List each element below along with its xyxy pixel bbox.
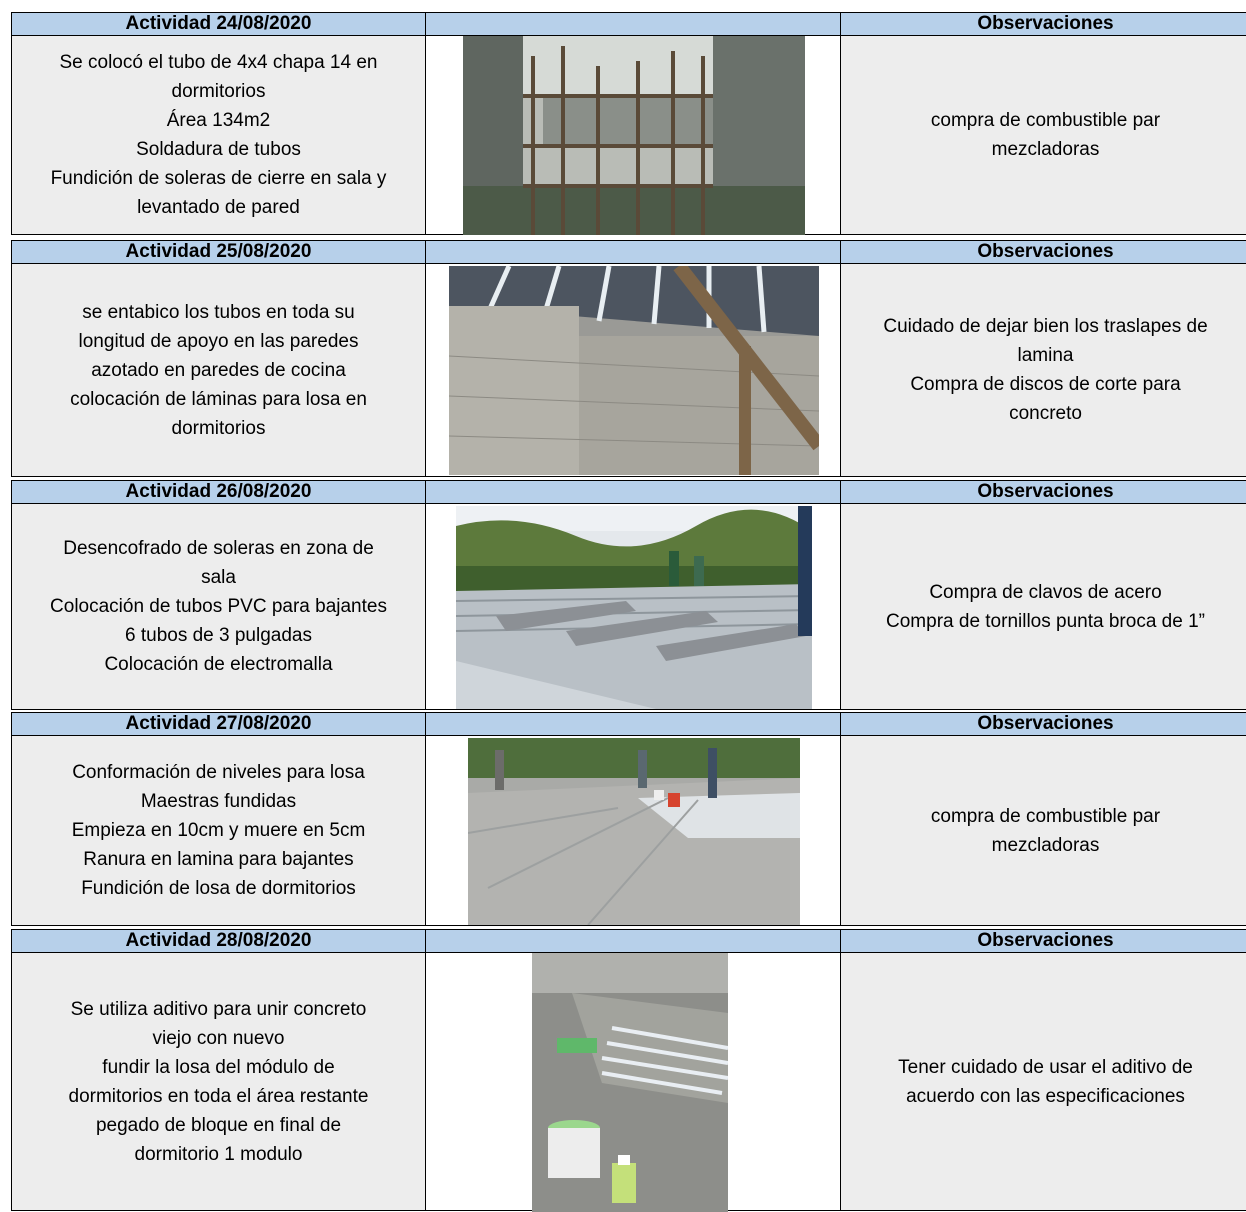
photo-cell (425, 503, 841, 710)
photo-cell (425, 952, 841, 1211)
activity-line: Maestras fundidas (140, 791, 297, 812)
observation-line: Compra de discos de corte para (910, 374, 1181, 395)
activity-line: Colocación de tubos PVC para bajantes (50, 596, 387, 617)
observations-text (873, 312, 1217, 428)
activity-line: se entabico los tubos en toda su (82, 301, 355, 323)
observations-header: Observaciones (840, 240, 1246, 264)
activity-line: dormitorios en toda el área restante (68, 1085, 369, 1107)
observation-line: mezcladoras (991, 834, 1100, 856)
observation-line: mezcladoras (991, 139, 1100, 160)
section-2020-08-26 (11, 480, 1246, 710)
observations-cell (840, 735, 1246, 926)
activity-description-cell (11, 735, 426, 926)
observations-cell (840, 952, 1246, 1211)
activity-line: Se utiliza aditivo para unir concreto (70, 998, 367, 1020)
observation-line: Tener cuidado de usar el aditivo de (898, 1056, 1193, 1078)
observation-line: Compra de clavos de acero (929, 581, 1162, 603)
observations-text (921, 802, 1170, 860)
activity-line: levantado de pared (137, 197, 300, 218)
observations-text (876, 578, 1215, 636)
activity-line: Empieza en 10cm y muere en 5cm (71, 820, 366, 841)
activity-description (41, 48, 397, 222)
activity-line: dormitorios (171, 81, 266, 102)
activity-description (60, 298, 377, 443)
photo-column-header (425, 712, 841, 736)
observations-header: Observaciones (840, 480, 1246, 504)
activity-line: Soldadura de tubos (136, 139, 301, 160)
activity-line: dormitorio 1 modulo (134, 1143, 303, 1165)
construction-photo-metal-roof (456, 506, 812, 709)
activity-description-cell (11, 952, 426, 1211)
activity-line: Fundición de losa de dormitorios (81, 878, 356, 899)
activity-line: 6 tubos de 3 pulgadas (125, 625, 312, 646)
activity-description-cell (11, 503, 426, 710)
activity-description (59, 995, 379, 1169)
activity-line: dormitorios (171, 417, 266, 439)
activity-date-header: Actividad 24/08/2020 (11, 12, 426, 36)
observations-text (888, 1053, 1203, 1111)
observation-line: lamina (1017, 345, 1074, 366)
observations-header: Observaciones (840, 12, 1246, 36)
observations-header: Observaciones (840, 712, 1246, 736)
activity-date-header: Actividad 26/08/2020 (11, 480, 426, 504)
photo-cell (425, 263, 841, 477)
activity-line: viejo con nuevo (152, 1027, 285, 1049)
photo-column-header (425, 12, 841, 36)
photo-column-header (425, 240, 841, 264)
observations-cell (840, 263, 1246, 477)
activity-description-cell (11, 35, 426, 235)
activity-line: Área 134m2 (166, 110, 271, 131)
activity-date-header: Actividad 28/08/2020 (11, 929, 426, 953)
activity-description (40, 534, 397, 679)
activity-line: pegado de bloque en final de (95, 1114, 342, 1136)
observations-text (921, 106, 1170, 164)
activity-line: fundir la losa del módulo de (102, 1056, 335, 1078)
activity-date-header: Actividad 25/08/2020 (11, 240, 426, 264)
section-2020-08-28 (11, 929, 1246, 1211)
activity-line: Conformación de niveles para losa (72, 762, 365, 783)
activity-line: Se colocó el tubo de 4x4 chapa 14 en (59, 52, 378, 73)
activity-line: Ranura en lamina para bajantes (83, 849, 354, 870)
construction-photo-concrete-slab (468, 738, 800, 925)
observation-line: acuerdo con las especificaciones (906, 1085, 1185, 1107)
activity-line: colocación de láminas para losa en (70, 388, 367, 410)
section-2020-08-27 (11, 712, 1246, 926)
observation-line: concreto (1009, 403, 1082, 424)
activity-line: sala (201, 567, 236, 588)
observation-line: Compra de tornillos punta broca de 1” (886, 610, 1205, 632)
observation-line: Cuidado de dejar bien los traslapes de (883, 316, 1208, 337)
activity-description (62, 758, 376, 903)
activity-line: Colocación de electromalla (104, 654, 333, 675)
activity-line: longitud de apoyo en las paredes (78, 330, 359, 352)
photo-column-header (425, 929, 841, 953)
construction-photo-fresh-concrete (532, 953, 728, 1212)
activity-line: Fundición de soleras de cierre en sala y (50, 168, 387, 189)
observations-header: Observaciones (840, 929, 1246, 953)
activity-line: Desencofrado de soleras en zona de (63, 538, 374, 559)
activity-date-header: Actividad 27/08/2020 (11, 712, 426, 736)
observations-cell (840, 35, 1246, 235)
photo-cell (425, 735, 841, 926)
activity-line: azotado en paredes de cocina (91, 359, 346, 381)
construction-photo-roof-sheets (449, 266, 819, 475)
observations-cell (840, 503, 1246, 710)
observation-line: compra de combustible par (930, 805, 1161, 827)
photo-column-header (425, 480, 841, 504)
activity-description-cell (11, 263, 426, 477)
observation-line: compra de combustible par (930, 110, 1161, 131)
construction-photo-scaffolding (463, 36, 805, 235)
section-2020-08-25 (11, 240, 1246, 477)
section-2020-08-24 (11, 12, 1246, 235)
photo-cell (425, 35, 841, 235)
